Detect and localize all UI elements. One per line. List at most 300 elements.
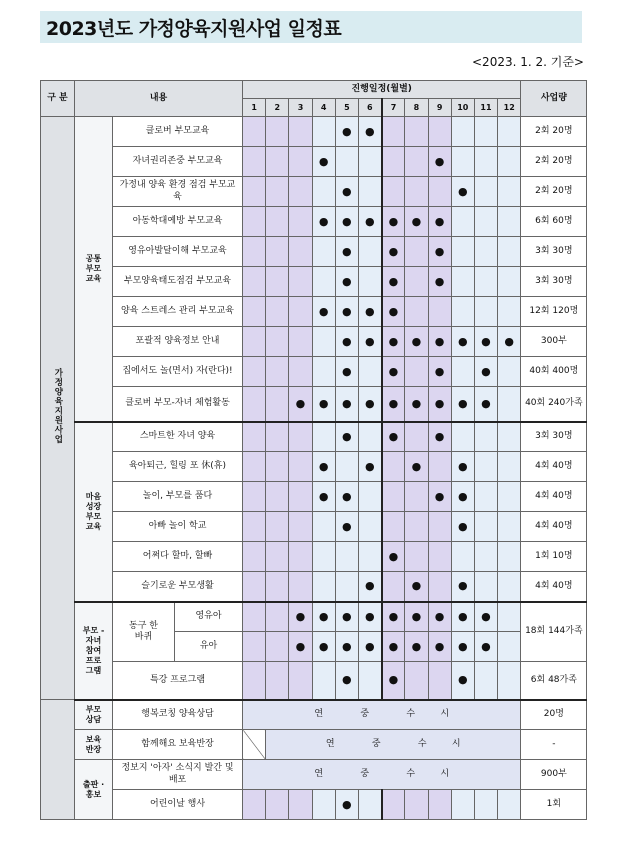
- schedule-bullet: ●: [342, 489, 352, 503]
- continuous-text: 연: [314, 768, 324, 779]
- month-cell-8: [405, 357, 428, 387]
- row-title: 아빠 놀이 학교: [113, 512, 243, 542]
- group-label: 마음 성장 부모 교육: [85, 491, 102, 531]
- schedule-bullet: ●: [434, 214, 445, 228]
- month-cell-11: [474, 267, 497, 297]
- group-label-cell: [75, 422, 113, 602]
- row-title: 슬기로운 부모생활: [113, 572, 243, 602]
- month-cell-1: [243, 297, 266, 327]
- row-title: 함께해요 보육반장: [113, 730, 243, 760]
- row-title: 특강 프로그램: [113, 662, 243, 700]
- row-volume: 2회 20명: [521, 117, 587, 147]
- diagonal-cell: [243, 730, 266, 760]
- month-header-11: 11: [474, 99, 497, 117]
- month-cell-9: [428, 267, 451, 297]
- schedule-bullet: ●: [388, 274, 399, 288]
- row-volume: 6회 48가족: [521, 662, 587, 700]
- program-label: 동구 한바퀴: [129, 620, 158, 642]
- table-row: [41, 422, 587, 452]
- schedule-bullet: ●: [457, 459, 468, 473]
- schedule-bullet: ●: [457, 489, 468, 503]
- month-cell-10: [451, 267, 474, 297]
- schedule-bullet: ●: [434, 154, 445, 168]
- month-header-5: 5: [335, 99, 358, 117]
- table-row: [41, 542, 587, 572]
- month-cell-11: [474, 147, 497, 177]
- month-cell-10: [451, 207, 474, 237]
- month-cell-4: [312, 790, 335, 820]
- month-cell-4: [312, 237, 335, 267]
- month-cell-7: [382, 387, 405, 422]
- month-cell-1: [243, 387, 266, 422]
- month-cell-9: [428, 327, 451, 357]
- schedule-bullet: ●: [411, 639, 422, 653]
- group-label-cell: [75, 117, 113, 422]
- month-cell-6: [358, 790, 381, 820]
- month-cell-2: [266, 207, 289, 237]
- month-cell-4: [312, 482, 335, 512]
- month-cell-11: [474, 572, 497, 602]
- schedule-bullet: ●: [434, 639, 445, 653]
- month-cell-5: [335, 387, 358, 422]
- month-cell-6: [358, 542, 381, 572]
- schedule-bullet: ●: [388, 334, 399, 348]
- month-cell-6: [358, 387, 381, 422]
- schedule-bullet: ●: [411, 214, 422, 228]
- schedule-bullet: ●: [295, 609, 306, 623]
- month-cell-5: [335, 207, 358, 237]
- month-cell-5: [335, 452, 358, 482]
- month-cell-5: [335, 267, 358, 297]
- month-cell-7: [382, 790, 405, 820]
- month-cell-6: [358, 357, 381, 387]
- row-volume: 3회 30명: [521, 267, 587, 297]
- schedule-bullet: ●: [411, 579, 422, 593]
- row-title: 영유아: [175, 602, 243, 632]
- month-cell-8: [405, 572, 428, 602]
- month-cell-12: [498, 632, 521, 662]
- bottom-category-label: 부모 상담: [85, 704, 102, 724]
- month-cell-12: [498, 422, 521, 452]
- month-cell-10: [451, 387, 474, 422]
- month-cell-3: [289, 207, 312, 237]
- month-header-2: 2: [266, 99, 289, 117]
- month-cell-2: [266, 422, 289, 452]
- month-cell-5: [335, 237, 358, 267]
- month-cell-5: [335, 790, 358, 820]
- schedule-bullet: ●: [411, 609, 422, 623]
- month-cell-8: [405, 422, 428, 452]
- schedule-bullet: ●: [364, 459, 375, 473]
- month-cell-5: [335, 542, 358, 572]
- month-cell-10: [451, 452, 474, 482]
- schedule-bullet: ●: [434, 274, 445, 288]
- month-header-9: 9: [428, 99, 451, 117]
- month-cell-12: [498, 512, 521, 542]
- month-cell-8: [405, 177, 428, 207]
- schedule-bullet: ●: [318, 304, 329, 318]
- month-cell-6: [358, 572, 381, 602]
- table-row: [41, 730, 587, 760]
- table-row: [41, 327, 587, 357]
- program-cell: [113, 602, 175, 662]
- month-cell-10: [451, 632, 474, 662]
- table-row: [41, 760, 587, 790]
- header-schedule: 진행일정(월별): [243, 81, 521, 99]
- row-title: 클로버 부모-자녀 체험활동: [113, 387, 243, 422]
- month-cell-8: [405, 662, 428, 700]
- schedule-bullet: ●: [434, 334, 445, 348]
- bottom-category-cell: [75, 760, 113, 820]
- month-cell-1: [243, 662, 266, 700]
- month-cell-4: [312, 327, 335, 357]
- month-cell-10: [451, 482, 474, 512]
- month-cell-8: [405, 387, 428, 422]
- month-cell-5: [335, 357, 358, 387]
- month-cell-10: [451, 177, 474, 207]
- month-cell-8: [405, 602, 428, 632]
- month-cell-9: [428, 452, 451, 482]
- row-volume: 3회 30명: [521, 237, 587, 267]
- bottom-category-cell: [75, 730, 113, 760]
- month-cell-5: [335, 422, 358, 452]
- continuous-cell: [243, 760, 521, 790]
- month-cell-3: [289, 177, 312, 207]
- month-cell-7: [382, 422, 405, 452]
- schedule-bullet: ●: [411, 396, 422, 410]
- table-row: [41, 602, 587, 632]
- month-cell-11: [474, 482, 497, 512]
- schedule-bullet: ●: [388, 609, 399, 623]
- month-cell-7: [382, 632, 405, 662]
- month-cell-8: [405, 267, 428, 297]
- month-cell-3: [289, 602, 312, 632]
- month-cell-1: [243, 632, 266, 662]
- month-cell-8: [405, 790, 428, 820]
- month-cell-12: [498, 387, 521, 422]
- month-header-10: 10: [451, 99, 474, 117]
- month-cell-5: [335, 327, 358, 357]
- schedule-bullet: ●: [364, 304, 375, 318]
- month-cell-1: [243, 237, 266, 267]
- page-title: 2023년도 가정양육지원사업 일정표: [46, 18, 342, 40]
- month-cell-11: [474, 512, 497, 542]
- schedule-bullet: ●: [318, 489, 329, 503]
- month-cell-8: [405, 632, 428, 662]
- month-cell-6: [358, 207, 381, 237]
- month-cell-11: [474, 357, 497, 387]
- row-title: 행복코칭 양육상담: [113, 700, 243, 730]
- month-cell-11: [474, 237, 497, 267]
- month-cell-4: [312, 542, 335, 572]
- month-cell-7: [382, 117, 405, 147]
- bottom-category-spacer: [41, 700, 75, 820]
- schedule-bullet: ●: [457, 579, 468, 593]
- month-cell-10: [451, 790, 474, 820]
- month-cell-3: [289, 452, 312, 482]
- month-cell-9: [428, 147, 451, 177]
- month-cell-9: [428, 207, 451, 237]
- month-cell-5: [335, 117, 358, 147]
- schedule-bullet: ●: [364, 124, 375, 138]
- date-note: <2023. 1. 2. 기준>: [472, 55, 584, 69]
- table-row: [41, 267, 587, 297]
- month-cell-3: [289, 422, 312, 452]
- month-cell-2: [266, 452, 289, 482]
- schedule-bullet: ●: [411, 459, 422, 473]
- table-row: [41, 177, 587, 207]
- month-cell-7: [382, 452, 405, 482]
- month-cell-9: [428, 482, 451, 512]
- month-cell-3: [289, 512, 312, 542]
- month-cell-6: [358, 512, 381, 542]
- month-header-3: 3: [289, 99, 312, 117]
- month-cell-2: [266, 327, 289, 357]
- month-cell-7: [382, 297, 405, 327]
- schedule-bullet: ●: [457, 184, 468, 198]
- month-cell-7: [382, 572, 405, 602]
- table-row: [41, 662, 587, 700]
- month-cell-11: [474, 452, 497, 482]
- row-title: 어린이날 행사: [113, 790, 243, 820]
- continuous-text: 시: [440, 768, 450, 779]
- month-cell-11: [474, 632, 497, 662]
- continuous-text: 연: [325, 738, 335, 749]
- continuous-text: 시: [440, 709, 450, 720]
- month-cell-7: [382, 512, 405, 542]
- month-cell-3: [289, 117, 312, 147]
- month-cell-11: [474, 387, 497, 422]
- month-cell-5: [335, 632, 358, 662]
- schedule-bullet: ●: [364, 214, 375, 228]
- continuous-text: 수: [417, 738, 427, 749]
- month-cell-7: [382, 482, 405, 512]
- schedule-bullet: ●: [342, 334, 352, 348]
- table-row: [41, 357, 587, 387]
- group-label: 공통 부모 교육: [85, 253, 102, 283]
- schedule-bullet: ●: [388, 639, 399, 653]
- month-cell-2: [266, 237, 289, 267]
- month-cell-4: [312, 602, 335, 632]
- month-cell-8: [405, 237, 428, 267]
- bottom-category-label: 출판 · 홍보: [82, 779, 105, 799]
- month-cell-2: [266, 147, 289, 177]
- month-cell-12: [498, 177, 521, 207]
- schedule-bullet: ●: [481, 334, 491, 348]
- month-cell-7: [382, 267, 405, 297]
- month-cell-4: [312, 512, 335, 542]
- row-volume: 40회 240가족: [521, 387, 587, 422]
- month-cell-5: [335, 297, 358, 327]
- month-cell-12: [498, 207, 521, 237]
- month-cell-12: [498, 542, 521, 572]
- month-cell-12: [498, 572, 521, 602]
- schedule-bullet: ●: [342, 429, 352, 443]
- month-cell-10: [451, 602, 474, 632]
- month-cell-12: [498, 267, 521, 297]
- schedule-bullet: ●: [388, 244, 399, 258]
- month-cell-11: [474, 177, 497, 207]
- table-row: [41, 207, 587, 237]
- schedule-bullet: ●: [504, 334, 515, 348]
- month-header-7: 7: [382, 99, 405, 117]
- schedule-bullet: ●: [388, 429, 399, 443]
- month-cell-1: [243, 117, 266, 147]
- month-cell-11: [474, 602, 497, 632]
- month-cell-6: [358, 632, 381, 662]
- row-title: 아동학대예방 부모교육: [113, 207, 243, 237]
- row-volume: 20명: [521, 700, 587, 730]
- month-cell-2: [266, 602, 289, 632]
- month-header-1: 1: [243, 99, 266, 117]
- month-cell-12: [498, 117, 521, 147]
- month-cell-8: [405, 117, 428, 147]
- main-category-label: 가정양육지원사업: [52, 368, 63, 445]
- schedule-bullet: ●: [364, 639, 375, 653]
- month-cell-1: [243, 207, 266, 237]
- schedule-bullet: ●: [481, 609, 491, 623]
- continuous-text: 시: [451, 738, 461, 749]
- row-title: 정보지 '아자' 소식지 발간 및 배포: [113, 760, 243, 790]
- month-cell-7: [382, 177, 405, 207]
- month-cell-11: [474, 790, 497, 820]
- month-cell-1: [243, 267, 266, 297]
- continuous-text: 연: [314, 709, 324, 720]
- month-cell-9: [428, 790, 451, 820]
- row-title: 스마트한 자녀 양육: [113, 422, 243, 452]
- month-cell-2: [266, 632, 289, 662]
- month-header-8: 8: [405, 99, 428, 117]
- table-row: [41, 117, 587, 147]
- month-cell-7: [382, 357, 405, 387]
- month-cell-6: [358, 327, 381, 357]
- month-cell-1: [243, 422, 266, 452]
- month-cell-4: [312, 117, 335, 147]
- month-header-6: 6: [358, 99, 381, 117]
- row-volume: 300부: [521, 327, 587, 357]
- month-cell-1: [243, 790, 266, 820]
- row-volume: 4회 40명: [521, 572, 587, 602]
- month-cell-10: [451, 572, 474, 602]
- month-cell-5: [335, 482, 358, 512]
- schedule-bullet: ●: [342, 396, 352, 410]
- month-cell-4: [312, 177, 335, 207]
- schedule-bullet: ●: [457, 673, 468, 687]
- month-cell-4: [312, 632, 335, 662]
- month-cell-6: [358, 237, 381, 267]
- schedule-bullet: ●: [318, 154, 329, 168]
- row-volume: 1회: [521, 790, 587, 820]
- schedule-bullet: ●: [342, 214, 352, 228]
- schedule-bullet: ●: [364, 396, 375, 410]
- month-cell-7: [382, 327, 405, 357]
- month-cell-3: [289, 632, 312, 662]
- month-cell-9: [428, 602, 451, 632]
- table-row: [41, 297, 587, 327]
- month-cell-2: [266, 790, 289, 820]
- group-label: 부모 - 자녀 참여 프로 그램: [82, 625, 105, 675]
- schedule-bullet: ●: [342, 639, 352, 653]
- row-volume: 18회 144가족: [521, 602, 587, 662]
- schedule-bullet: ●: [318, 459, 329, 473]
- schedule-bullet: ●: [457, 609, 468, 623]
- month-cell-4: [312, 387, 335, 422]
- bottom-category-cell: [75, 700, 113, 730]
- row-title: 포괄적 양육정보 안내: [113, 327, 243, 357]
- month-cell-10: [451, 297, 474, 327]
- month-cell-10: [451, 117, 474, 147]
- row-volume: -: [521, 730, 587, 760]
- month-cell-6: [358, 297, 381, 327]
- row-title: 클로버 부모교육: [113, 117, 243, 147]
- month-cell-12: [498, 482, 521, 512]
- row-title: 양육 스트레스 관리 부모교육: [113, 297, 243, 327]
- row-title: 부모양육태도점검 부모교육: [113, 267, 243, 297]
- row-volume: 900부: [521, 760, 587, 790]
- schedule-bullet: ●: [364, 334, 375, 348]
- month-cell-9: [428, 297, 451, 327]
- month-cell-1: [243, 147, 266, 177]
- schedule-bullet: ●: [342, 673, 352, 687]
- month-cell-5: [335, 602, 358, 632]
- schedule-bullet: ●: [457, 639, 468, 653]
- continuous-text: 중: [360, 768, 370, 779]
- month-cell-7: [382, 147, 405, 177]
- table-row: [41, 387, 587, 422]
- month-cell-3: [289, 327, 312, 357]
- month-cell-11: [474, 327, 497, 357]
- schedule-bullet: ●: [342, 274, 352, 288]
- month-cell-9: [428, 357, 451, 387]
- month-cell-11: [474, 207, 497, 237]
- month-cell-4: [312, 297, 335, 327]
- schedule-bullet: ●: [388, 673, 399, 687]
- month-cell-10: [451, 147, 474, 177]
- month-cell-3: [289, 147, 312, 177]
- month-cell-6: [358, 662, 381, 700]
- schedule-bullet: ●: [318, 396, 329, 410]
- row-title: 놀이, 부모를 품다: [113, 482, 243, 512]
- month-cell-10: [451, 542, 474, 572]
- month-cell-12: [498, 602, 521, 632]
- table-row: [41, 452, 587, 482]
- row-volume: 4회 40명: [521, 512, 587, 542]
- row-title: 육아퇴근, 힐링 포 休(휴): [113, 452, 243, 482]
- schedule-bullet: ●: [342, 124, 352, 138]
- schedule-bullet: ●: [342, 797, 352, 811]
- table-row: [41, 147, 587, 177]
- month-cell-9: [428, 572, 451, 602]
- month-cell-7: [382, 237, 405, 267]
- schedule-bullet: ●: [481, 396, 491, 410]
- schedule-bullet: ●: [295, 639, 306, 653]
- month-cell-1: [243, 542, 266, 572]
- month-cell-1: [243, 512, 266, 542]
- header-volume: 사업량: [521, 81, 587, 117]
- table-row: [41, 482, 587, 512]
- month-cell-10: [451, 512, 474, 542]
- month-cell-2: [266, 297, 289, 327]
- continuous-cell: [266, 730, 521, 760]
- schedule-bullet: ●: [388, 549, 399, 563]
- bottom-category-label: 보육 반장: [85, 734, 102, 754]
- month-cell-3: [289, 237, 312, 267]
- month-cell-3: [289, 357, 312, 387]
- month-cell-3: [289, 662, 312, 700]
- month-cell-4: [312, 267, 335, 297]
- month-cell-6: [358, 422, 381, 452]
- schedule-bullet: ●: [457, 334, 468, 348]
